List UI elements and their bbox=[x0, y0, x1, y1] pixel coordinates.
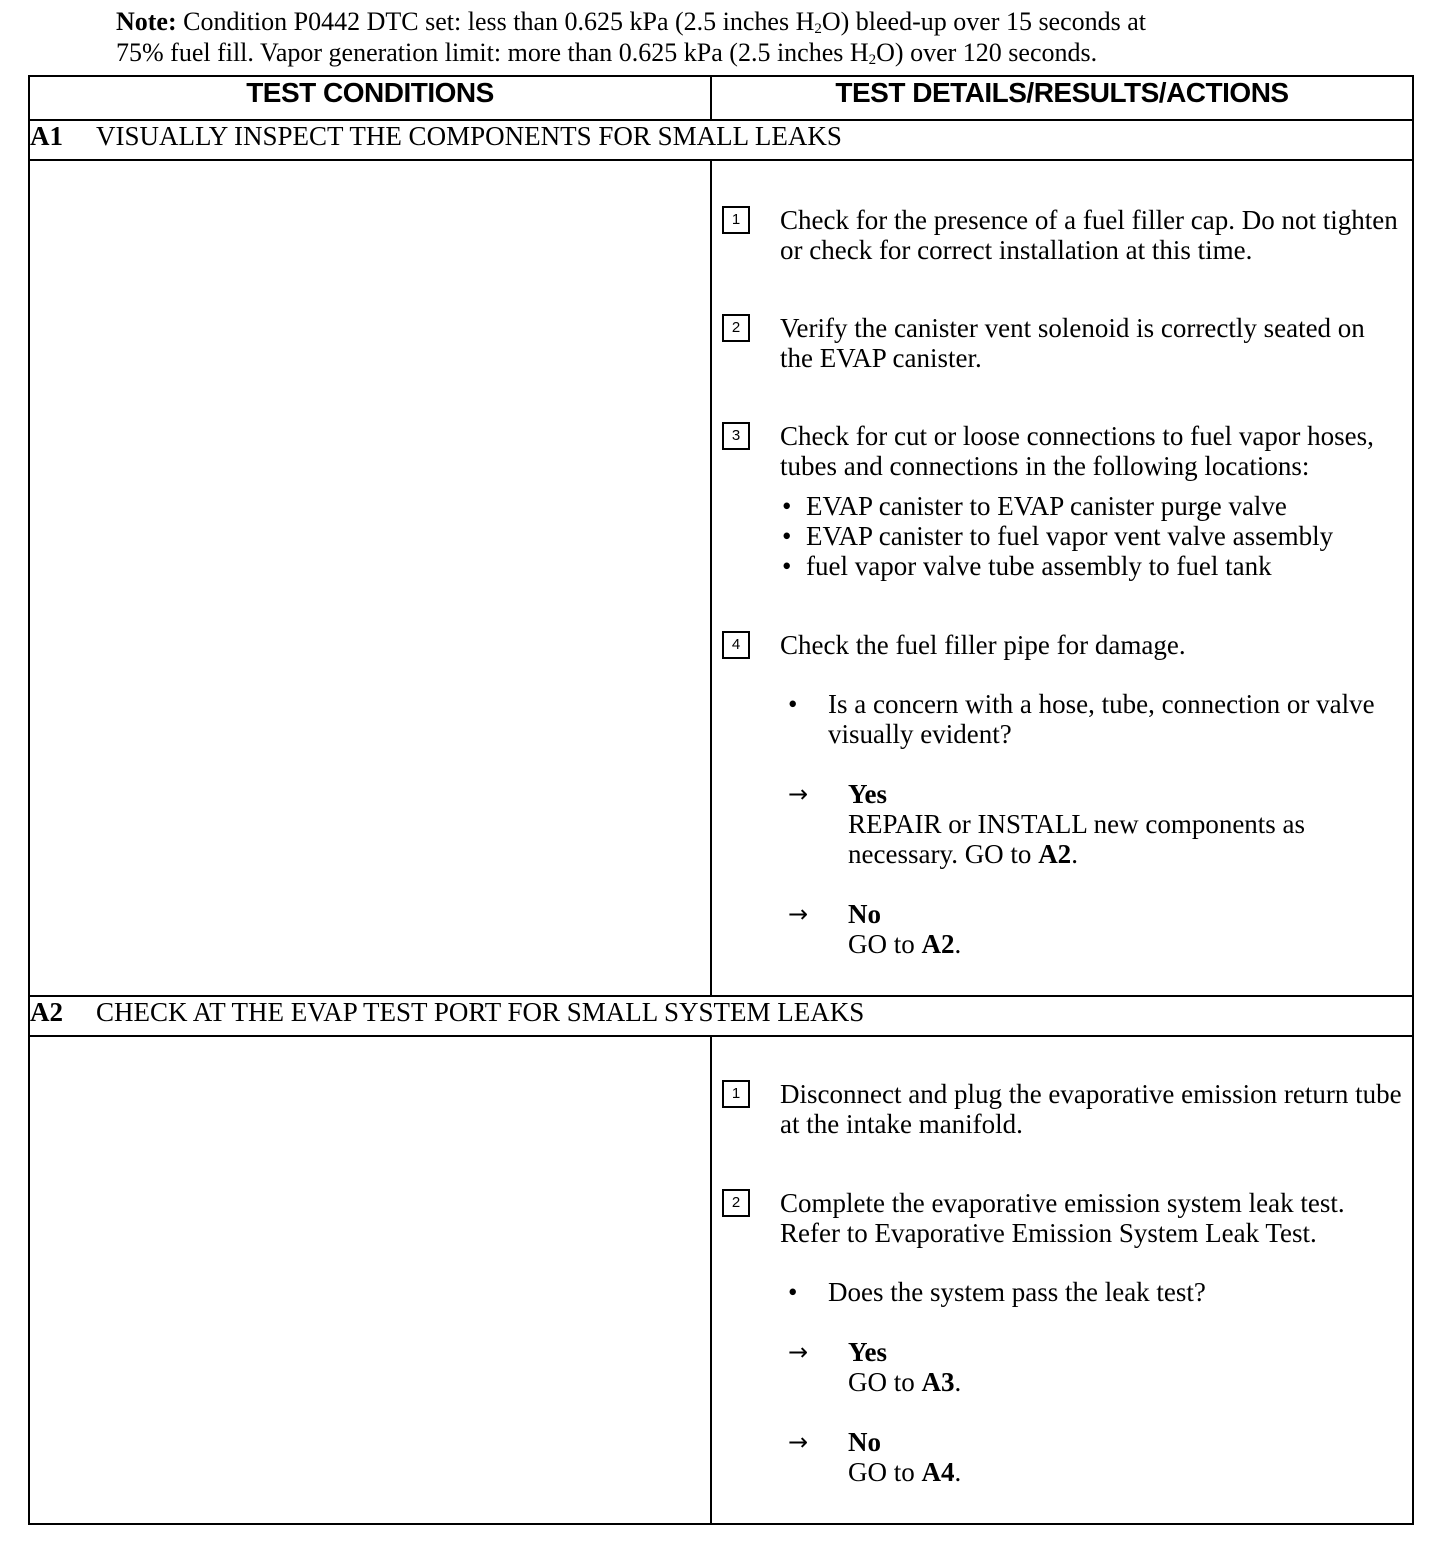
a1-question-text: Is a concern with a hose, tube, connection or valve visually evident? bbox=[828, 689, 1375, 749]
note-sub1: 2 bbox=[814, 21, 822, 37]
a2-yes-target: A3 bbox=[921, 1367, 955, 1397]
period: . bbox=[954, 1457, 962, 1487]
a2-answer-yes bbox=[712, 1337, 1402, 1397]
a1-locations-list bbox=[780, 491, 1402, 581]
note-line2a: 75% fuel fill. Vapor generation limit: more than 0.625 kPa (2.5 inches H bbox=[116, 38, 869, 67]
step-a1-title-row bbox=[29, 120, 1413, 160]
list-item: • EVAP canister to fuel vapor vent valve assembly bbox=[780, 521, 1402, 551]
a1-step-1 bbox=[712, 205, 1402, 265]
a1-yes-label: Yes bbox=[848, 779, 887, 809]
note-line2b: O) over 120 seconds. bbox=[876, 38, 1098, 67]
a2-step-1 bbox=[712, 1079, 1402, 1139]
a1-test-conditions-cell bbox=[29, 160, 711, 996]
bullet-icon: • bbox=[788, 689, 798, 719]
table-header-row bbox=[29, 76, 1413, 120]
step-number-box: 4 bbox=[722, 631, 750, 659]
a1-yes-target: A2 bbox=[1038, 839, 1072, 869]
a2-step-2 bbox=[712, 1188, 1402, 1248]
a2-question-text: Does the system pass the leak test? bbox=[828, 1277, 1206, 1307]
a2-step-1-text: Disconnect and plug the evaporative emission return tube at the intake manifold. bbox=[780, 1079, 1402, 1139]
a2-yes-text: GO to bbox=[848, 1367, 915, 1397]
a2-step-2-text: Complete the evaporative emission system leak test. Refer to Evaporative Emission System Leak Test. bbox=[780, 1188, 1345, 1248]
a2-no-text: GO to bbox=[848, 1457, 915, 1487]
step-number-box: 2 bbox=[722, 1189, 750, 1217]
arrow-right-icon: → bbox=[788, 780, 809, 808]
a2-yes-label: Yes bbox=[848, 1337, 887, 1367]
a1-step-2-text: Verify the canister vent solenoid is correctly seated on the EVAP canister. bbox=[780, 313, 1365, 373]
arrow-right-icon: → bbox=[788, 1338, 809, 1366]
step-a1-id: A1 bbox=[30, 121, 63, 151]
a1-step-3 bbox=[712, 421, 1402, 581]
step-a2-body-row bbox=[29, 1036, 1413, 1524]
a1-no-target: A2 bbox=[921, 929, 955, 959]
a1-answer-no bbox=[712, 899, 1402, 959]
step-a2-title bbox=[29, 996, 1413, 1036]
a2-answer-no bbox=[712, 1427, 1402, 1487]
header-test-details: TEST DETAILS/RESULTS/ACTIONS bbox=[711, 76, 1413, 120]
step-a2-heading: CHECK AT THE EVAP TEST PORT FOR SMALL SYSTEM LEAKS bbox=[96, 997, 865, 1027]
step-number-box: 2 bbox=[722, 314, 750, 342]
period: . bbox=[954, 929, 962, 959]
note-line1a: Condition P0442 DTC set: less than 0.625 kPa (2.5 inches H bbox=[183, 7, 815, 36]
a1-step-4-text: Check the fuel filler pipe for damage. bbox=[780, 630, 1186, 660]
period: . bbox=[954, 1367, 962, 1397]
note-sub2: 2 bbox=[868, 52, 877, 68]
a1-answer-yes bbox=[712, 779, 1402, 869]
step-a1-body-row bbox=[29, 160, 1413, 996]
a1-step-4 bbox=[712, 630, 1402, 660]
a2-question bbox=[712, 1277, 1402, 1307]
step-number-box: 3 bbox=[722, 422, 750, 450]
a2-details-cell bbox=[711, 1036, 1413, 1524]
bullet-icon: • bbox=[788, 1277, 798, 1307]
note bbox=[116, 6, 1356, 68]
step-number-box: 1 bbox=[722, 1080, 750, 1108]
step-number-box: 1 bbox=[722, 206, 750, 234]
a1-yes-text: REPAIR or INSTALL new components as necessary. GO to bbox=[848, 809, 1306, 869]
list-item: • EVAP canister to EVAP canister purge valve bbox=[780, 491, 1402, 521]
a2-no-target: A4 bbox=[921, 1457, 955, 1487]
a1-question bbox=[712, 689, 1402, 749]
list-item: • fuel vapor valve tube assembly to fuel tank bbox=[780, 551, 1402, 581]
a1-details-cell bbox=[711, 160, 1413, 996]
a1-no-text: GO to bbox=[848, 929, 915, 959]
a1-step-3-text: Check for cut or loose connections to fuel vapor hoses, tubes and connections in the following locations: bbox=[780, 421, 1374, 481]
a1-step-1-text: Check for the presence of a fuel filler cap. Do not tighten or check for correct installation at this time. bbox=[780, 205, 1398, 265]
procedure-table bbox=[28, 75, 1414, 1525]
note-label: Note: bbox=[116, 7, 177, 36]
a2-no-label: No bbox=[848, 1427, 881, 1457]
a1-step-2 bbox=[712, 313, 1402, 373]
period: . bbox=[1071, 839, 1078, 869]
step-a1-heading: VISUALLY INSPECT THE COMPONENTS FOR SMALL LEAKS bbox=[96, 121, 842, 151]
a1-no-label: No bbox=[848, 899, 881, 929]
step-a1-title bbox=[29, 120, 1413, 160]
arrow-right-icon: → bbox=[788, 1428, 809, 1456]
a2-test-conditions-cell bbox=[29, 1036, 711, 1524]
header-test-conditions: TEST CONDITIONS bbox=[29, 76, 711, 120]
arrow-right-icon: → bbox=[788, 900, 809, 928]
step-a2-title-row bbox=[29, 996, 1413, 1036]
step-a2-id: A2 bbox=[30, 997, 63, 1027]
note-line1b: O) bleed-up over 15 seconds at bbox=[821, 7, 1147, 36]
